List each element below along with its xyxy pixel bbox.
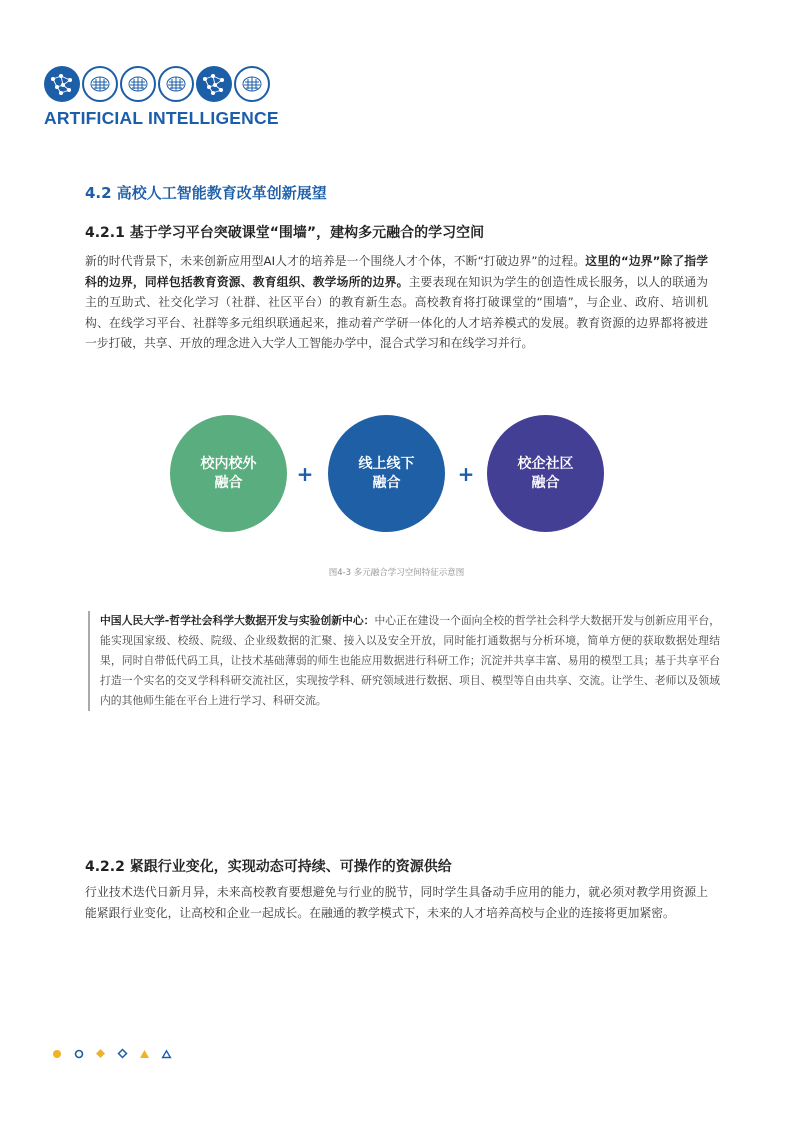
diagram-circle-online: [328, 415, 445, 532]
logo-wordmark: ARTIFICIAL INTELLIGENCE: [44, 108, 279, 128]
section-title: 4.2 高校人工智能教育改革创新展望: [85, 184, 327, 202]
fusion-diagram: [170, 415, 610, 533]
para-text-start: 新的时代背景下，未来创新应用型AI人才的培养是一个围绕人才个体，不断“打破边界”的过程。: [85, 254, 586, 268]
body-paragraph-4-2-2: 行业技术迭代日新月异，未来高校教育要想避免与行业的脱节，同时学生具备动手应用的能力，就必须对教学用资源上能紧跟行业变化，让高校和企业一起成长。在融通的教学模式下，未来的人才培养高校与企业的连接将更加紧密。: [85, 885, 708, 920]
subsection-title-4-2-2: 4.2.2 紧跟行业变化，实现动态可持续、可操作的资源供给: [85, 859, 452, 875]
triangle-filled-icon: [138, 1047, 151, 1060]
circle-label-line1: 线上线下: [358, 455, 415, 472]
ai-brain-icon: [82, 66, 118, 102]
circle-filled-icon: [50, 1047, 63, 1060]
header-logo: [44, 66, 270, 102]
plus-sign: +: [296, 462, 314, 486]
circle-label-line2: 融合: [214, 474, 243, 491]
case-study-title: 中国人民大学-哲学社会科学大数据开发与实验创新中心：: [100, 614, 375, 627]
case-study-box: [88, 611, 720, 711]
ai-brain-icon: [120, 66, 156, 102]
diagram-circle-enterprise: [487, 415, 604, 532]
figure-caption: 图4-3 多元融合学习空间特征示意图: [328, 568, 465, 578]
ai-brain-icon: [234, 66, 270, 102]
circle-label-line2: 融合: [531, 474, 560, 491]
subsection-title-4-2-1: 4.2.1 基于学习平台突破课堂“围墙”，建构多元融合的学习空间: [85, 225, 485, 241]
plus-sign: +: [457, 462, 475, 486]
diamond-outline-icon: [116, 1047, 129, 1060]
ai-network-icon: [196, 66, 232, 102]
diagram-circle-campus: [170, 415, 287, 532]
para-text-bold: 这里的“边界”除了指学科的边界，同样包括教育资源、教育组织、教学场所的边界。: [85, 254, 708, 289]
footer-decoration: [50, 1047, 173, 1060]
circle-label-line1: 校企社区: [517, 455, 574, 472]
diamond-filled-icon: [94, 1047, 107, 1060]
body-paragraph-4-2-1: [85, 251, 708, 354]
case-study-text: 中心正在建设一个面向全校的哲学社会科学大数据开发与创新应用平台，能实现国家级、校级、院级、企业级数据的汇聚、接入以及安全开放，同时能打通数据与分析环境，简单方便的获取数据处理结果，同时自带低代码工具，让技术基础薄弱的师生也能应用数据进行科研工作；沉淀并共享丰富、易用的模型工具；基于共享平台打造一个实名的交叉学科科研交流社区，实现按学科、研究领域进行数据、项目、模型等自由共享、交流。让学生、老师以及领域内的其他师生能在平台上进行学习、科研交流。: [100, 614, 721, 707]
circle-outline-icon: [72, 1047, 85, 1060]
circle-label-line1: 校内校外: [200, 455, 257, 472]
ai-brain-icon: [158, 66, 194, 102]
triangle-outline-icon: [160, 1047, 173, 1060]
circle-label-line2: 融合: [372, 474, 401, 491]
para-text-rest: 主要表现在知识为学生的创造性成长服务，以人的联通为主的互助式、社交化学习（社群、社区平台）的教育新生态。高校教育将打破课堂的“围墙”，与企业、政府、培训机构、在线学习平台、社群等多元组织联通起来，推动着产学研一体化的人才培养模式的发展。教育资源的边界都将被进一步打破，共享、开放的理念进入大学人工智能办学中，混合式学习和在线学习并行。: [85, 274, 708, 350]
ai-network-icon: [44, 66, 80, 102]
